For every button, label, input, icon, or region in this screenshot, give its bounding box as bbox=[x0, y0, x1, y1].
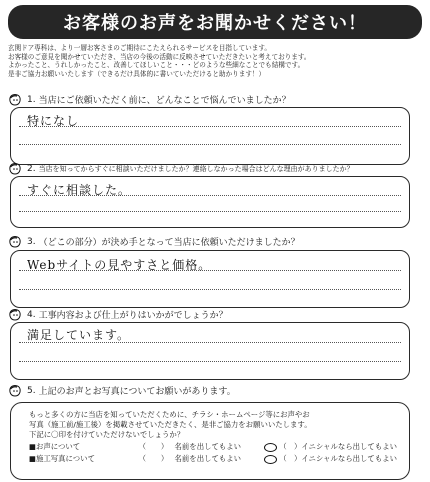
initial-option-text[interactable]: （ ）イニシャルなら出してもよい bbox=[279, 453, 397, 463]
face-icon bbox=[8, 162, 22, 175]
answer-text: Webサイトの見やすさと価格。 bbox=[27, 258, 212, 272]
question-text: 当店を知ってからすぐに相談いただけましたか？連絡しなかった場合はどんな理由がありましたか？ bbox=[38, 164, 354, 173]
request-line: もっと多くの方に当店を知っていただくために、チラシ・ホームページ等にお声やお bbox=[29, 410, 310, 419]
question-text: 工事内容および仕上がりはいかがでしょうか？ bbox=[38, 311, 228, 321]
question-1 bbox=[8, 92, 424, 107]
question-number: 4. bbox=[27, 309, 36, 320]
page-title: お客様のお声をお聞かせください！ bbox=[63, 13, 367, 34]
circled-mark bbox=[264, 455, 277, 464]
question-4 bbox=[8, 307, 424, 322]
name-option-text: 名前を出してもよい bbox=[174, 453, 242, 463]
name-option-text: 名前を出してもよい bbox=[174, 441, 242, 451]
question-number: 1. bbox=[27, 94, 36, 105]
answer-box-2[interactable] bbox=[10, 176, 410, 228]
answer-text: 満足しています。 bbox=[27, 328, 131, 342]
answer-box-1[interactable] bbox=[10, 107, 410, 165]
question-text: 上記のお声とお写真についてお願いがあります。 bbox=[38, 387, 236, 397]
photo-consent-box bbox=[10, 402, 410, 480]
answer-box-3[interactable] bbox=[10, 250, 410, 308]
page-header bbox=[8, 5, 422, 39]
face-icon bbox=[8, 235, 22, 248]
question-number: 3. bbox=[27, 236, 36, 247]
circled-mark bbox=[264, 443, 277, 452]
face-icon bbox=[8, 93, 22, 106]
intro-line: 玄関ドア専科は、より一層お客さまのご期待にこたえられるサービスを目指しています。 bbox=[8, 44, 272, 52]
request-line: 下記に〇印を付けていただけないでしょうか？ bbox=[29, 430, 185, 439]
question-2 bbox=[8, 161, 424, 176]
intro-line: 是非ご協力お願いいたします（できるだけ具体的に書いていただけると助かります！） bbox=[8, 69, 266, 78]
intro-line: よかったこと、うれしかったこと、改善してほしいこと・・・どのような些細なことでも結構です。 bbox=[8, 61, 305, 70]
answer-text: 特になし bbox=[27, 114, 80, 128]
name-choice-box[interactable]: （ ） bbox=[138, 453, 169, 463]
question-3 bbox=[8, 234, 424, 249]
option-label: ■お声について bbox=[29, 441, 81, 451]
question-number: 2. bbox=[27, 163, 36, 174]
face-icon bbox=[8, 384, 22, 397]
face-icon bbox=[8, 308, 22, 321]
name-choice-box[interactable]: （ ） bbox=[138, 441, 169, 451]
initial-option-text[interactable]: （ ）イニシャルなら出してもよい bbox=[279, 441, 397, 451]
option-label: ■施工写真について bbox=[29, 453, 95, 463]
answer-text: すぐに相談した。 bbox=[27, 183, 132, 197]
question-text: 当店にご依頼いただく前に、どんなことで悩んでいましたか？ bbox=[38, 96, 291, 106]
question-text: （どこの部分）が決め手となって当店に依頼いただけましたか？ bbox=[38, 238, 300, 248]
intro-text bbox=[8, 44, 424, 78]
question-number: 5. bbox=[27, 385, 36, 396]
consent-row-photo bbox=[29, 452, 397, 464]
question-5 bbox=[8, 383, 424, 398]
intro-line: お客様のご意見を聞かせていただき、当店の今後の活動に反映させていただきたいと考えております。 bbox=[8, 52, 311, 61]
consent-row-voice bbox=[29, 440, 397, 452]
request-line: 写真（施工前/施工後）を掲載させていただきたく、是非ご協力をお願いいたします。 bbox=[29, 420, 312, 429]
answer-box-4[interactable] bbox=[10, 322, 410, 380]
